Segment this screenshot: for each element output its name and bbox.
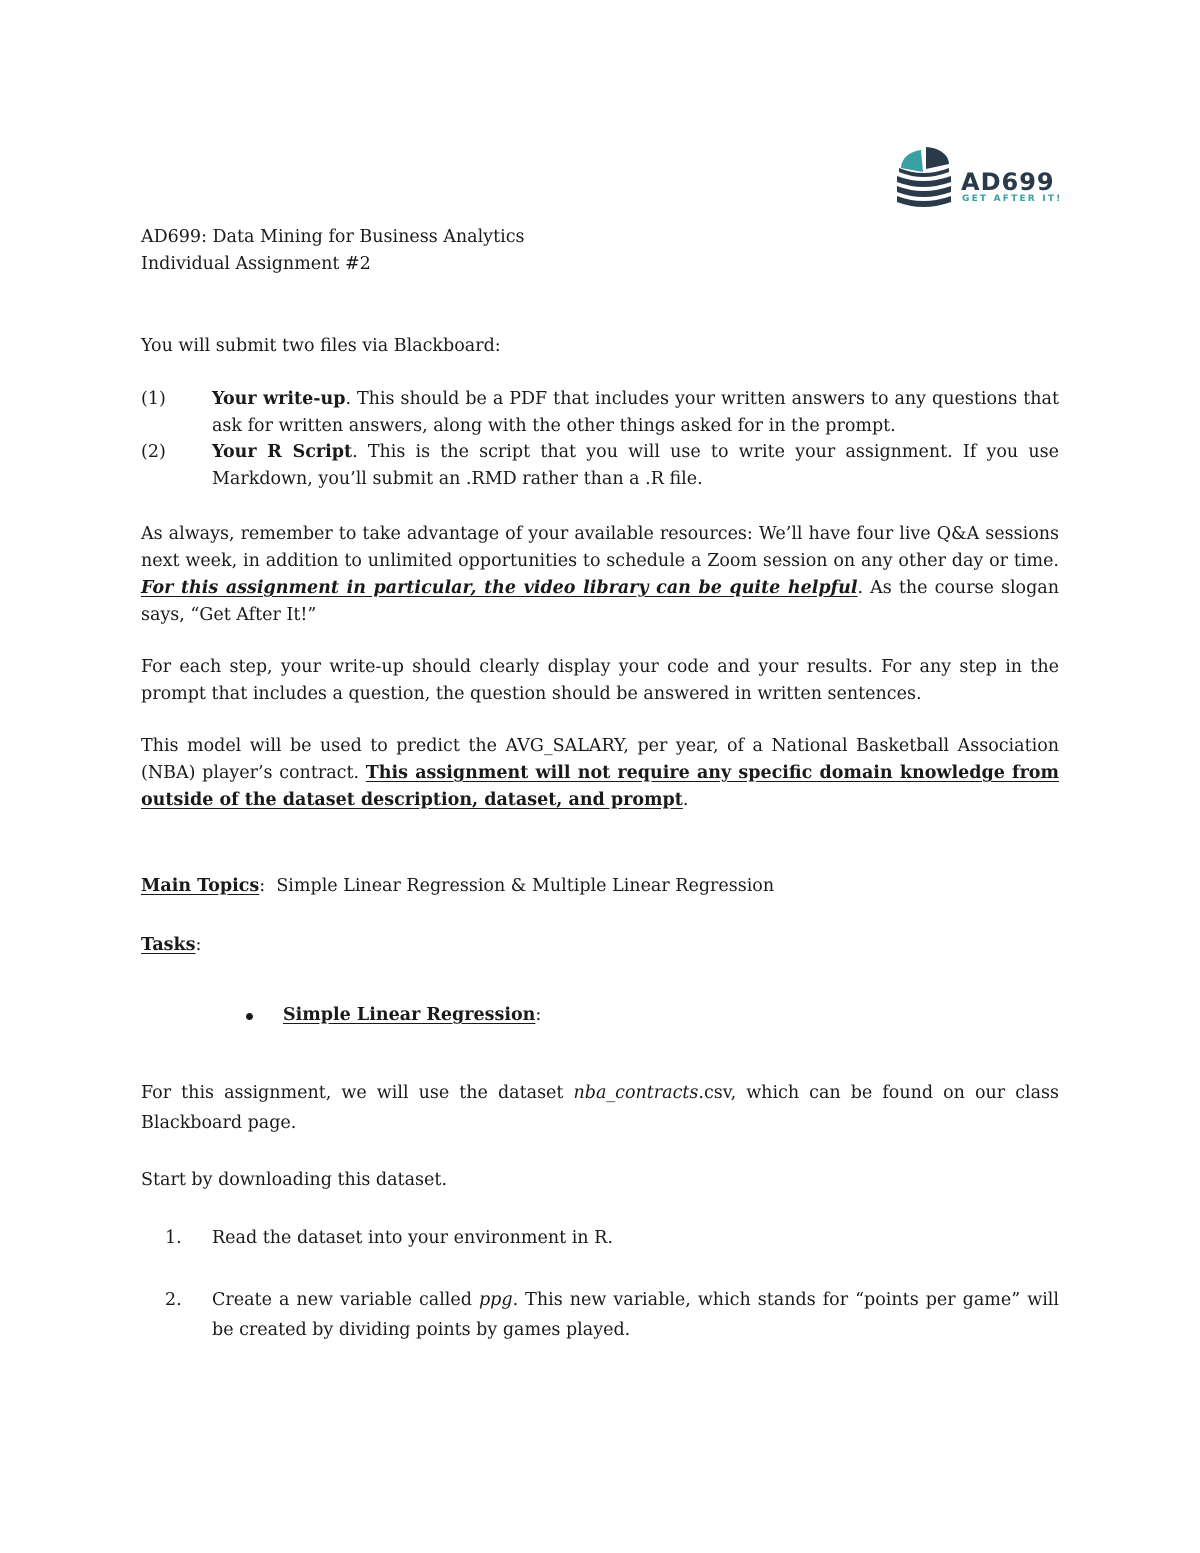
main-topics-sep: : bbox=[259, 876, 266, 896]
dataset-text: For this assignment, we will use the dataset bbox=[141, 1083, 574, 1103]
logo-tagline: GET AFTER IT! bbox=[962, 194, 1063, 204]
resources-paragraph bbox=[141, 521, 1059, 629]
file-number: (2) bbox=[141, 442, 166, 462]
ad699-logo bbox=[893, 142, 1063, 218]
dataset-filename: nba_contracts bbox=[573, 1083, 699, 1103]
step-text-start: Create a new variable called bbox=[212, 1290, 479, 1310]
main-topics-value: Simple Linear Regression & Multiple Linear Regression bbox=[276, 876, 775, 896]
resources-text-end: . As the course slogan says, “Get After It!” bbox=[141, 578, 1059, 625]
tasks-label: Tasks bbox=[141, 935, 196, 955]
main-topics bbox=[141, 873, 1059, 900]
step-variable: ppg bbox=[478, 1290, 513, 1310]
step-text-end: . This new variable, which stands for “points per game” will be created by dividing points by games played. bbox=[212, 1290, 1059, 1340]
file-item-writeup bbox=[141, 386, 1059, 440]
step-number: 2. bbox=[165, 1290, 182, 1310]
assignment-title: Individual Assignment #2 bbox=[141, 254, 371, 274]
model-paragraph bbox=[141, 733, 1059, 814]
step-1 bbox=[141, 1225, 1059, 1252]
step-text: Read the dataset into your environment in R. bbox=[212, 1228, 613, 1248]
submit-intro: You will submit two files via Blackboard: bbox=[141, 336, 501, 356]
course-title: AD699: Data Mining for Business Analytics bbox=[141, 227, 525, 247]
database-pie-icon bbox=[893, 142, 957, 218]
model-text-end: . bbox=[682, 790, 689, 810]
main-topics-label: Main Topics bbox=[141, 876, 260, 896]
tasks-sep: : bbox=[195, 935, 202, 955]
file-text: . This is the script that you will use to write your assignment. If you use Markdown, you’ll submit an .RMD rather than a .R file. bbox=[212, 442, 1059, 489]
file-description bbox=[212, 386, 1059, 440]
logo-wordmark: AD699 bbox=[961, 168, 1055, 196]
start-paragraph: Start by downloading this dataset. bbox=[141, 1170, 447, 1190]
bullet-label: Simple Linear Regression bbox=[283, 1005, 536, 1025]
file-description bbox=[212, 439, 1059, 493]
file-title: Your R Script bbox=[212, 442, 353, 462]
step-2 bbox=[141, 1285, 1059, 1345]
dataset-text-end: .csv, which can be found on our class Blackboard page. bbox=[141, 1083, 1059, 1133]
file-title: Your write-up bbox=[212, 389, 346, 409]
tasks-heading bbox=[141, 932, 1059, 959]
bullet-dot-icon bbox=[246, 1013, 253, 1020]
each-step-paragraph: For each step, your write-up should clearly display your code and your results. For any step in the prompt that includes a question, the question should be answered in written sentences. bbox=[141, 657, 1059, 704]
domain-knowledge-emphasis: This assignment will not require any specific domain knowledge from outside of the dataset description, dataset, and prompt bbox=[141, 763, 1059, 810]
step-text bbox=[212, 1285, 1059, 1345]
dataset-paragraph bbox=[141, 1078, 1059, 1138]
file-item-rscript bbox=[141, 439, 1059, 493]
model-text: This model will be used to predict the AVG_SALARY, per year, of a National Basketball Association (NBA) player’s contract. bbox=[141, 736, 1059, 783]
bullet-sep: : bbox=[535, 1005, 542, 1025]
step-number: 1. bbox=[165, 1228, 182, 1248]
bullet-text bbox=[283, 1002, 541, 1029]
resources-text: As always, remember to take advantage of your available resources: We’ll have four live Q&A sessions next week, in addition to unlimited opportunities to schedule a Zoom session on any other day or time. bbox=[141, 524, 1059, 571]
file-text: . This should be a PDF that includes your written answers to any questions that ask for written answers, along with the other things asked for in the prompt. bbox=[212, 389, 1059, 436]
file-number: (1) bbox=[141, 389, 166, 409]
video-library-emphasis: For this assignment in particular, the video library can be quite helpful bbox=[141, 578, 858, 598]
header-block bbox=[141, 224, 1059, 278]
